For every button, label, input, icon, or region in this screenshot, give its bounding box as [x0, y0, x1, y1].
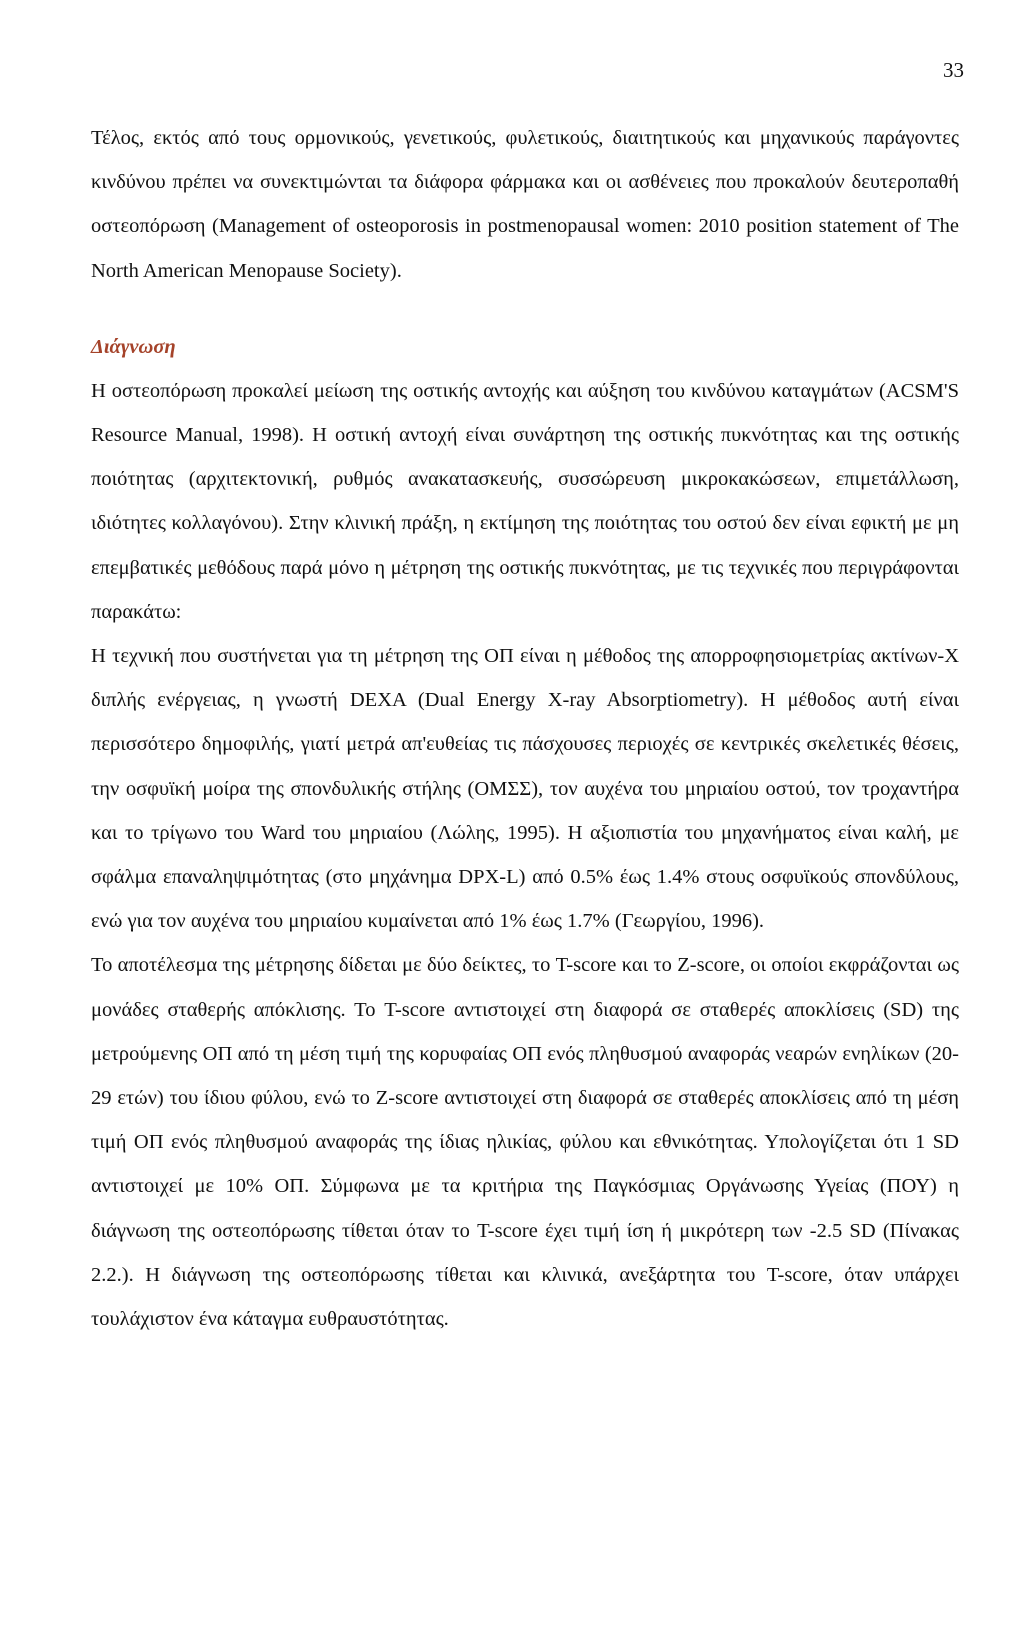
section-heading-diagnosis: Διάγνωση [91, 335, 176, 358]
paragraph-intro: Τέλος, εκτός από τους ορμονικούς, γενετικούς, φυλετικούς, διαιτητικούς και μηχανικούς παράγοντες κινδύνου πρέπει να συνεκτιμώνται τα διάφορα φάρμακα και οι ασθένειες που προκαλούν δευτεροπαθή οστεοπόρωση (Management of osteoporosis in postmenopausal women: 2010 position statement of The North American Menopause Society). [91, 127, 959, 282]
document-body [91, 116, 959, 1341]
paragraph-scores: Το αποτέλεσμα της μέτρησης δίδεται με δύο δείκτες, το T-score και το Z-score, οι οποίοι εκφράζονται ως μονάδες σταθερής απόκλισης. Το T-score αντιστοιχεί στη διαφορά σε σταθερές αποκλίσεις (SD) της μετρούμενης ΟΠ από τη μέση τιμή της κορυφαίας ΟΠ ενός πληθυσμού αναφοράς νεαρών ενηλίκων (20-29 ετών) του ίδιου φύλου, ενώ το Z-score αντιστοιχεί στη διαφορά σε σταθερές αποκλίσεις από τη μέση τιμή ΟΠ ενός πληθυσμού αναφοράς της ίδιας ηλικίας, φύλου και εθνικότητας. Υπολογίζεται ότι 1 SD αντιστοιχεί με 10% ΟΠ. Σύμφωνα με τα κριτήρια της Παγκόσμιας Οργάνωσης Υγείας (ΠΟΥ) η διάγνωση της οστεοπόρωσης τίθεται όταν το T-score έχει τιμή ίση ή μικρότερη των -2.5 SD (Πίνακας 2.2.). Η διάγνωση της οστεοπόρωσης τίθεται και κλινικά, ανεξάρτητα του T-score, όταν υπάρχει τουλάχιστον ένα κάταγμα ευθραυστότητας. [91, 954, 959, 1331]
page-number: 33 [943, 58, 964, 82]
paragraph-diagnosis: Η οστεοπόρωση προκαλεί μείωση της οστικής αντοχής και αύξηση του κινδύνου καταγμάτων (ACSM'S Resource Manual, 1998). Η οστική αντοχή είναι συνάρτηση της οστικής πυκνότητας και της οστικής ποιότητας (αρχιτεκτονική, ρυθμός ανακατασκευής, συσσώρευση μικροκακώσεων, επιμετάλλωση, ιδιότητες κολλαγόνου). Στην κλινική πράξη, η εκτίμηση της ποιότητας του οστού δεν είναι εφικτή με μη επεμβατικές μεθόδους παρά μόνο η μέτρηση της οστικής πυκνότητας, με τις τεχνικές που περιγράφονται παρακάτω: [91, 379, 959, 623]
paragraph-dexa: Η τεχνική που συστήνεται για τη μέτρηση της ΟΠ είναι η μέθοδος της απορροφησιομετρίας ακτίνων-Χ διπλής ενέργειας, η γνωστή DEXA (Dual Energy X-ray Absorptiometry). Η μέθοδος αυτή είναι περισσότερο δημοφιλής, γιατί μετρά απ'ευθείας τις πάσχουσες περιοχές σε κεντρικές σκελετικές θέσεις, την οσφυϊκή μοίρα της σπονδυλικής στήλης (ΟΜΣΣ), τον αυχένα του μηριαίου οστού, τον τροχαντήρα και το τρίγωνο του Ward του μηριαίου (Λώλης, 1995). Η αξιοπιστία του μηχανήματος είναι καλή, με σφάλμα επαναληψιμότητας (στο μηχάνημα DPX-L) από 0.5% έως 1.4% στους οσφυϊκούς σπονδύλους, ενώ για τον αυχένα του μηριαίου κυμαίνεται από 1% έως 1.7% (Γεωργίου, 1996). [91, 645, 959, 933]
